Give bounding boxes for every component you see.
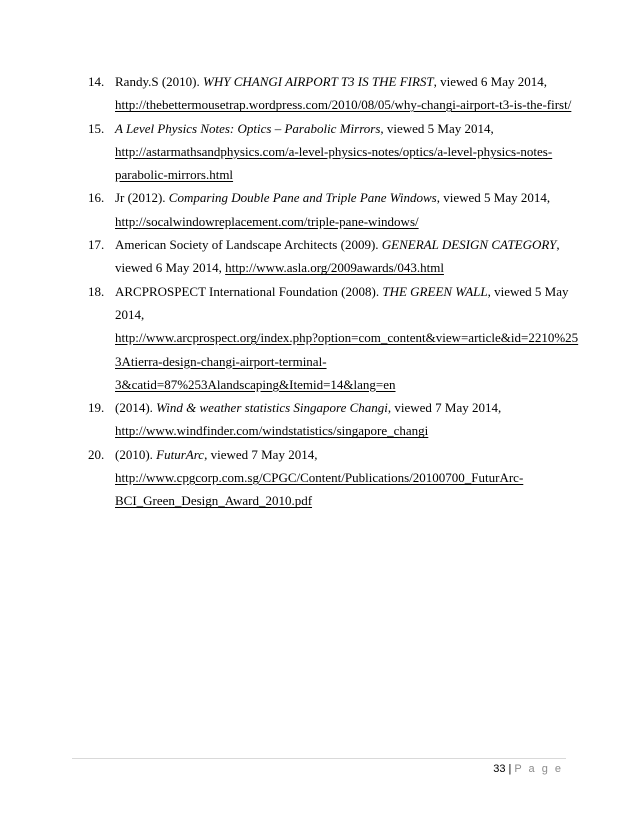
reference-link-continued[interactable]: BCI_Green_Design_Award_2010.pdf bbox=[115, 493, 313, 509]
reference-author: (2010). bbox=[115, 446, 157, 462]
reference-number: 19. bbox=[88, 400, 105, 416]
reference-viewed: , viewed 7 May 2014, bbox=[387, 400, 502, 416]
reference-number: 20. bbox=[88, 446, 105, 462]
reference-link-continued[interactable]: 3Atierra-design-changi-airport-terminal- bbox=[115, 353, 327, 369]
reference-link[interactable]: http://thebettermousetrap.wordpress.com/2010/08/05/why-changi-airport-t3-is-the-first/ bbox=[115, 97, 572, 113]
reference-viewed: , viewed 5 May 2014, bbox=[380, 120, 494, 136]
reference-citation bbox=[115, 396, 578, 419]
reference-author: (2014). bbox=[115, 400, 157, 416]
reference-item-18 bbox=[88, 280, 578, 396]
reference-viewed: , viewed 5 May bbox=[487, 283, 569, 299]
reference-number: 15. bbox=[88, 120, 105, 136]
reference-viewed: , viewed 6 May 2014, bbox=[433, 74, 548, 89]
reference-title: WHY CHANGI AIRPORT T3 IS THE FIRST bbox=[203, 74, 434, 89]
reference-author: ARCPROSPECT International Foundation (2008). bbox=[115, 283, 383, 299]
page-footer bbox=[493, 763, 563, 775]
reference-link-continued[interactable]: 3&catid=87%253Alandscaping&Itemid=14&lang=en bbox=[115, 376, 396, 392]
reference-link[interactable]: http://www.cpgcorp.com.sg/CPGC/Content/Publications/20100700_FuturArc- bbox=[115, 470, 524, 486]
reference-trail: , bbox=[556, 237, 560, 253]
footer-separator: | bbox=[508, 763, 512, 775]
reference-viewed: viewed 6 May 2014, bbox=[115, 260, 226, 276]
reference-item-20 bbox=[88, 443, 578, 513]
reference-citation bbox=[115, 70, 578, 93]
reference-title: Wind & weather statistics Singapore Changi bbox=[156, 400, 388, 416]
reference-citation bbox=[115, 233, 578, 256]
reference-title: GENERAL DESIGN CATEGORY bbox=[381, 237, 557, 253]
reference-citation bbox=[115, 117, 578, 140]
reference-citation bbox=[115, 186, 578, 209]
reference-number: 16. bbox=[88, 190, 105, 206]
reference-author: Jr (2012). bbox=[115, 190, 169, 206]
page-label: P a g e bbox=[514, 763, 563, 775]
reference-number: 18. bbox=[88, 283, 105, 299]
reference-title: A Level Physics Notes: Optics – Parabolic Mirrors bbox=[115, 120, 381, 136]
reference-title: THE GREEN WALL bbox=[382, 283, 488, 299]
footer-divider bbox=[72, 758, 566, 759]
reference-link[interactable]: http://astarmathsandphysics.com/a-level-physics-notes/optics/a-level-physics-notes- bbox=[115, 143, 553, 159]
reference-item-15 bbox=[88, 117, 578, 187]
page-number: 33 bbox=[493, 763, 506, 775]
reference-citation bbox=[115, 443, 578, 466]
reference-viewed: , viewed 5 May 2014, bbox=[436, 190, 551, 206]
reference-item-16 bbox=[88, 186, 578, 233]
reference-number: 17. bbox=[88, 237, 105, 253]
reference-author: American Society of Landscape Architects (2009). bbox=[115, 237, 382, 253]
reference-viewed: , viewed 7 May 2014, bbox=[204, 446, 318, 462]
reference-number: 14. bbox=[88, 74, 105, 89]
reference-author: Randy.S (2010). bbox=[115, 74, 203, 89]
reference-citation bbox=[115, 280, 578, 303]
reference-item-19 bbox=[88, 396, 578, 443]
reference-item-14 bbox=[88, 70, 578, 117]
reference-link[interactable]: http://socalwindowreplacement.com/triple-pane-windows/ bbox=[115, 213, 419, 229]
reference-list bbox=[88, 70, 578, 513]
reference-link[interactable]: http://www.asla.org/2009awards/043.html bbox=[225, 260, 444, 276]
reference-link-continued[interactable]: parabolic-mirrors.html bbox=[115, 167, 234, 183]
reference-title: FuturArc bbox=[156, 446, 205, 462]
reference-link[interactable]: http://www.arcprospect.org/index.php?option=com_content&view=article&id=2210%25 bbox=[115, 330, 579, 346]
reference-viewed-continued: 2014, bbox=[115, 306, 145, 322]
reference-title: Comparing Double Pane and Triple Pane Windows bbox=[168, 190, 437, 206]
reference-item-17 bbox=[88, 233, 578, 280]
reference-link[interactable]: http://www.windfinder.com/windstatistics/singapore_changi bbox=[115, 423, 429, 439]
